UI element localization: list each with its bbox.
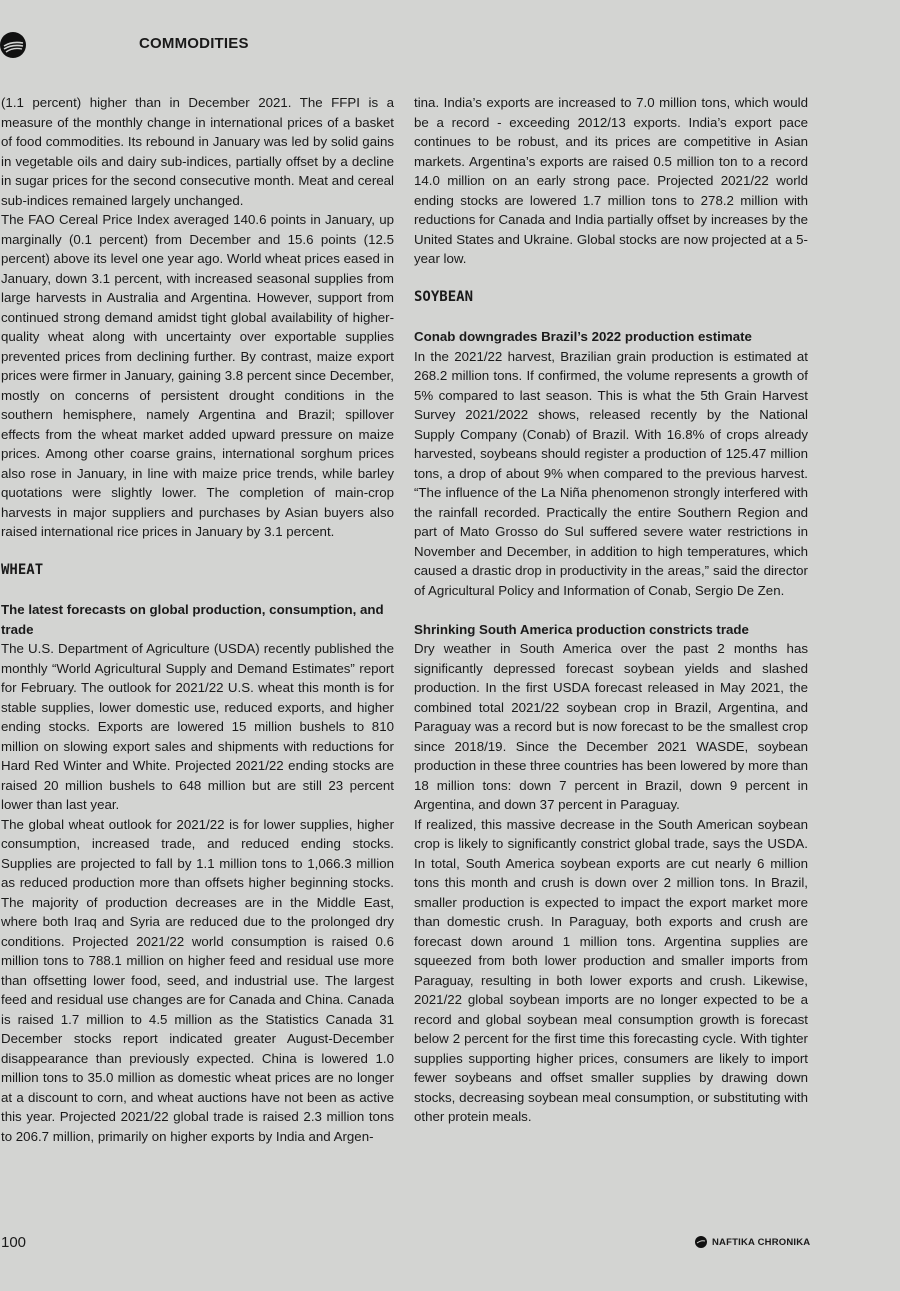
paragraph: The global wheat outlook for 2021/22 is for lower supplies, higher consumption, increased trade, and reduced ending stocks. Supplies are projected to fall by 1.1 million tons to 1,066.3 million as reduced production more than offsets higher beginning stocks. The majority of production decreases are in the Middle East, where both Iraq and Syria are reduced due to the prolonged dry conditions. Projected 2021/22 world consumption is raised 0.6 million tons to 788.1 million on higher feed and residual use more than offsetting lower food, seed, and industrial use. The largest feed and residual use changes are for Canada and China. Canada is raised 1.7 million to 4.5 million as the Statistics Canada 31 December stocks report indicated greater August-December disappearance than previously expected. China is lowered 1.0 million tons to 35.0 million as domestic wheat prices are no longer at a discount to corn, and wheat auctions have not been as active this year. Projected 2021/22 global trade is raised 2.3 million tons to 206.7 million, primarily on higher exports by India and Argen- xyxy=(1,816,394,1144)
brand-name: NAFTIKA CHRONIKA xyxy=(712,1236,811,1248)
soybean-heading: SOYBEAN xyxy=(414,289,474,305)
wheat-subheading: The latest forecasts on global production, consumption, and trade xyxy=(1,602,384,637)
paragraph: (1.1 percent) higher than in December 2021. The FFPI is a measure of the monthly change in international prices of a basket of food commodities. Its rebound in January was led by solid gains in vegetable oils and dairy sub-indices, partially offset by a decline in sugar prices for the second consecutive month. Meat and cereal sub-indices remained largely unchanged. xyxy=(1,95,394,208)
wheat-heading: WHEAT xyxy=(1,562,44,578)
magazine-logo-icon xyxy=(0,32,27,58)
paragraph: tina. India’s exports are increased to 7.0 million tons, which would be a record - exceeding 2012/13 exports. India’s export pace continues to be robust, and its prices are competitive in Asian markets. Argentina’s exports are raised 0.5 million ton to a record 14.0 million on an early strong pace. Projected 2021/22 world ending stocks are lowered 1.7 million tons to 278.2 million with reductions for Canada and India partially offset by increases by the United States and Ukraine. Global stocks are now projected at a 5-year low. xyxy=(414,95,808,266)
paragraph: The FAO Cereal Price Index averaged 140.6 points in January, up marginally (0.1 percent) from December and 15.6 points (12.5 percent) above its level one year ago. World wheat prices eased in January, down 3.1 percent, with increased seasonal supplies from large harvests in Australia and Argentina. However, support from continued strong demand amidst tight global availability of higher-quality wheat along with uncertainty over exportable supplies prevented prices from declining further. By contrast, maize export prices were firmer in January, gaining 3.8 percent since December, mostly on concerns of persistent drought conditions in the southern hemisphere, namely Argentina and Brazil; spillover effects from the wheat market added upward pressure on maize prices. Among other coarse grains, international sorghum prices also rose in January, in line with maize price trends, while barley quotations were slightly lower. The completion of main-crop harvests in major suppliers and purchases by Asian buyers also raised international rice prices in January by 3.1 percent. xyxy=(1,212,394,539)
page-footer xyxy=(0,1232,900,1256)
page-header xyxy=(0,30,900,60)
section-title: COMMODITIES xyxy=(139,35,249,52)
brand xyxy=(695,1236,810,1248)
left-column xyxy=(1,93,394,1146)
paragraph: In the 2021/22 harvest, Brazilian grain production is estimated at 268.2 million tons. If confirmed, the volume represents a growth of 5% compared to last season. This is what the 5th Grain Harvest Survey 2021/2022 shows, released recently by the National Supply Company (Conab) of Brazil. With 16.8% of crops already harvested, soybeans should register a production of 125.47 million tons, a drop of about 9% when compared to the previous harvest. “The influence of the La Niña phenomenon strongly interfered with the rainfall recorded. Practically the entire Southern Region and part of Mato Grosso do Sul suffered severe water restrictions in November and December, in addition to high temperatures, which caused a drastic drop in productivity in the areas,” said the director of Agricultural Policy and Information of Conab, Sergio De Zen. xyxy=(414,348,808,598)
brand-logo-icon xyxy=(695,1236,707,1248)
soybean-subheading-trade: Shrinking South America production constricts trade xyxy=(414,621,749,637)
paragraph: Dry weather in South America over the past 2 months has significantly depressed forecast soybean yields and slashed production. In the first USDA forecast released in May 2021, the combined total 2021/22 soybean crop in Brazil, Argentina, and Paraguay was a record but is now forecast to be the smallest crop since 2018/19. Since the December 2021 WASDE, soybean production in these three countries has been lowered by more than 18 million tons: down 7 percent in Brazil, down 9 percent in Argentina, and down 37 percent in Paraguay. xyxy=(414,641,808,812)
paragraph: If realized, this massive decrease in the South American soybean crop is likely to significantly constrict global trade, says the USDA. In total, South America soybean exports are cut nearly 6 million tons this month and crush is down over 2 million tons. In Brazil, smaller production is expected to impact the export market more than domestic crush. In Paraguay, both exports and crush are forecast down around 1 million tons. Argentina supplies are squeezed from both lower production and smaller imports from Paraguay, resulting in both lower exports and crush. Likewise, 2021/22 global soybean imports are no longer expected to be a record and global soybean meal consumption growth is forecast below 2 percent for the first time this forecasting cycle. With tighter supplies supporting higher prices, consumers are likely to import fewer soybeans and offset smaller supplies by drawing down stocks, decreasing soybean meal consumption, or substituting with other protein meals. xyxy=(414,816,808,1124)
page-number: 100 xyxy=(1,1234,27,1251)
soybean-subheading-conab: Conab downgrades Brazil’s 2022 production estimate xyxy=(414,329,752,344)
paragraph: The U.S. Department of Agriculture (USDA) recently published the monthly “World Agricultural Supply and Demand Estimates” report for February. The outlook for 2021/22 U.S. wheat this month is for stable supplies, lower domestic use, reduced exports, and higher ending stocks. Exports are lowered 15 million bushels to 810 million on slowing export sales and shipments with reductions for Hard Red Winter and White. Projected 2021/22 ending stocks are raised 20 million bushels to 648 million but are still 23 percent lower than last year. xyxy=(1,641,394,812)
right-column xyxy=(414,93,808,1127)
